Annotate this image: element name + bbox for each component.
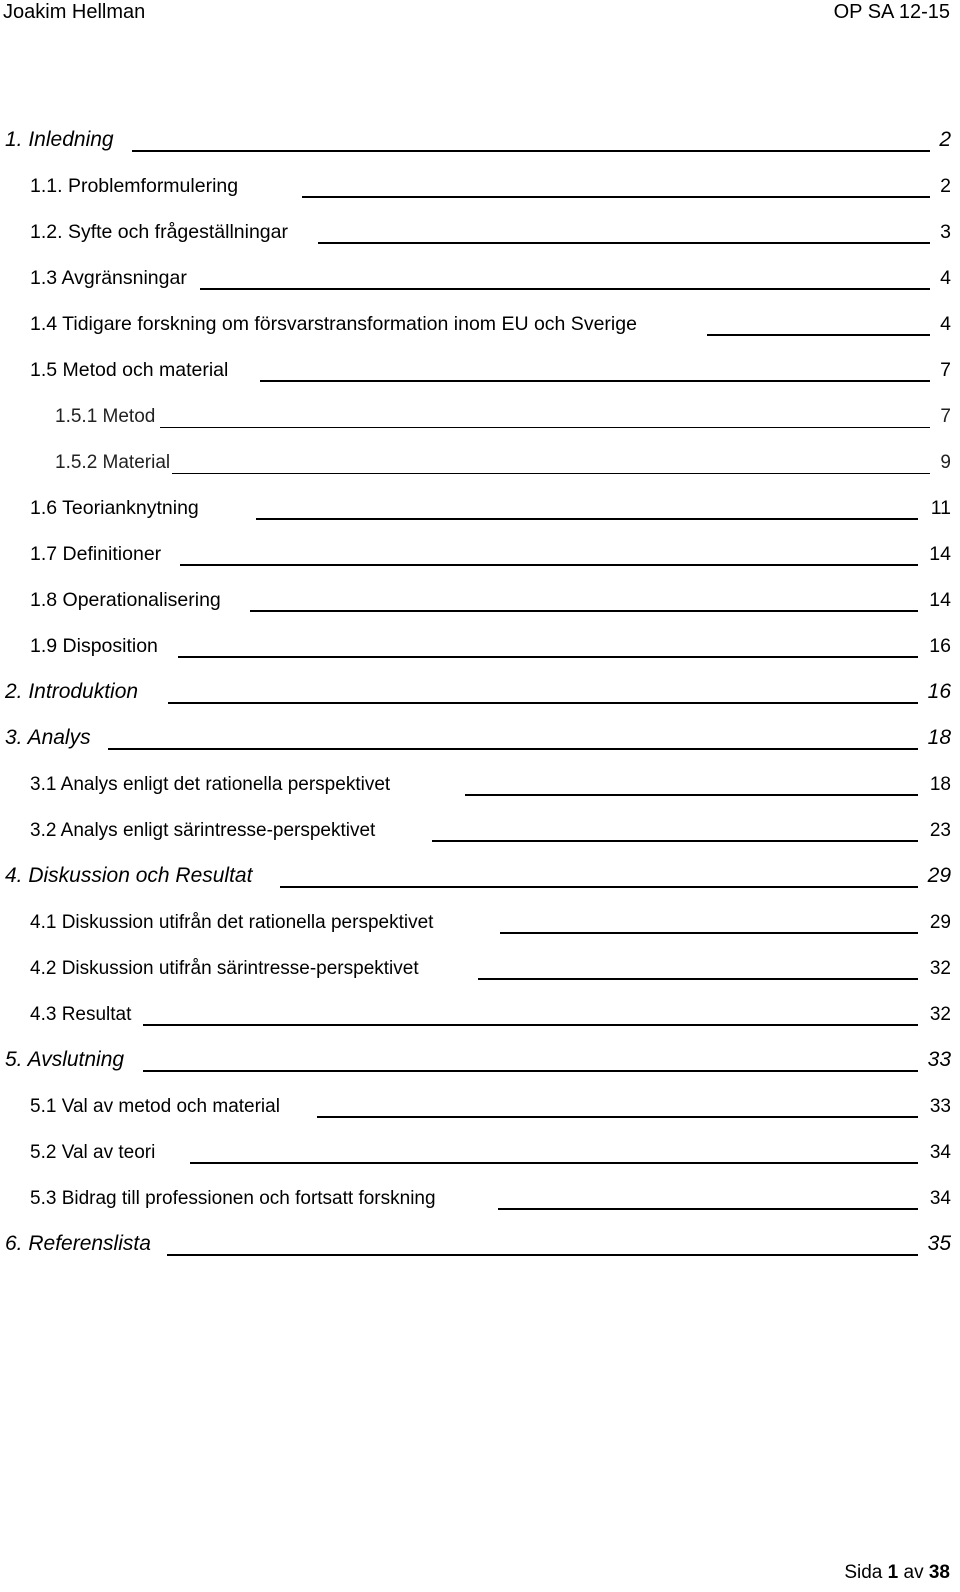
toc-entry[interactable] [0,905,960,941]
toc-entry-label: 1.8 Operationalisering [30,589,221,611]
toc-entry-page: 34 [929,1142,951,1163]
toc-leader-line [143,1024,918,1026]
toc-entry-page: 32 [929,958,951,979]
toc-entry-label: 1.3 Avgränsningar [30,267,187,289]
toc-entry[interactable] [0,767,960,803]
toc-entry[interactable] [0,307,960,343]
toc-entry[interactable] [0,1227,960,1263]
toc-entry-label: 2. Introduktion [5,680,139,703]
toc-entry[interactable] [0,445,960,481]
page-footer [844,1562,950,1584]
toc-entry-label: 3.2 Analys enligt särintresse-perspektivet [30,820,376,841]
footer-total-pages: 38 [928,1562,950,1583]
header-author: Joakim Hellman [3,1,146,23]
toc-entry[interactable] [0,675,960,711]
toc-entry-page: 7 [940,406,951,427]
toc-entry-label: 1.6 Teorianknytning [30,497,199,519]
toc-entry-label: 1.5.1 Metod [55,406,156,427]
toc-leader-line [317,1116,918,1118]
page-header [0,0,960,30]
toc-leader-line [302,196,930,198]
toc-entry[interactable] [0,1135,960,1171]
toc-entry-page: 18 [929,774,951,795]
toc-entry-label: 5.2 Val av teori [30,1142,156,1163]
toc-entry-page: 11 [930,497,951,519]
toc-leader-line [200,288,930,290]
toc-entry-page: 23 [929,820,951,841]
toc-entry-label: 5.3 Bidrag till professionen och fortsatt forskning [30,1188,436,1209]
footer-middle: av [903,1562,924,1583]
toc-entry[interactable] [0,123,960,159]
toc-leader-line [143,1070,918,1072]
toc-entry[interactable] [0,353,960,389]
toc-entry-page: 16 [927,680,951,703]
toc-entry-page: 7 [940,359,951,381]
toc-entry-label: 1.1. Problemformulering [30,175,239,197]
toc-entry-label: 1. Inledning [5,128,114,151]
toc-entry[interactable] [0,859,960,895]
toc-leader-line [168,702,918,704]
toc-entry[interactable] [0,537,960,573]
toc-entry-page: 33 [927,1048,951,1071]
toc-entry-label: 1.4 Tidigare forskning om försvarstransformation inom EU och Sverige [30,313,637,335]
toc-entry-page: 29 [929,912,951,933]
toc-entry[interactable] [0,1181,960,1217]
toc-entry-page: 34 [929,1188,951,1209]
toc-entry-label: 4.2 Diskussion utifrån särintresse-perspektivet [30,958,419,979]
toc-leader-line [498,1208,918,1210]
toc-entry-page: 35 [927,1232,951,1255]
toc-entry-label: 6. Referenslista [5,1232,151,1255]
toc-leader-line [108,748,918,750]
toc-entry-label: 1.5.2 Material [55,452,171,473]
toc-leader-line [160,427,930,428]
toc-entry-label: 1.7 Definitioner [30,543,162,565]
toc-entry-label: 3.1 Analys enligt det rationella perspektivet [30,774,391,795]
toc-leader-line [172,473,930,474]
toc-entry-label: 1.2. Syfte och frågeställningar [30,221,288,243]
toc-entry[interactable] [0,1043,960,1079]
toc-entry[interactable] [0,997,960,1033]
toc-leader-line [250,610,918,612]
toc-leader-line [280,886,918,888]
toc-leader-line [478,978,918,980]
toc-entry-label: 3. Analys [5,726,91,749]
toc-entry[interactable] [0,951,960,987]
header-course: OP SA 12-15 [833,1,950,23]
toc-entry-page: 4 [940,267,951,289]
toc-entry[interactable] [0,629,960,665]
toc-entry[interactable] [0,1089,960,1125]
toc-entry-page: 4 [940,313,951,335]
footer-current-page: 1 [887,1562,899,1583]
toc-entry[interactable] [0,399,960,435]
toc-entry[interactable] [0,491,960,527]
toc-entry-page: 29 [927,864,951,887]
toc-entry-label: 1.5 Metod och material [30,359,229,381]
toc-entry-label: 4.3 Resultat [30,1004,132,1025]
toc-leader-line [256,518,918,520]
footer-prefix: Sida [844,1562,883,1583]
toc-entry-page: 2 [939,128,951,151]
toc-entry-label: 4.1 Diskussion utifrån det rationella perspektivet [30,912,434,933]
toc-leader-line [132,150,930,152]
toc-entry-page: 33 [929,1096,951,1117]
toc-entry-page: 18 [927,726,951,749]
toc-entry-label: 5.1 Val av metod och material [30,1096,280,1117]
toc-entry-page: 14 [929,543,951,565]
toc-leader-line [180,564,918,566]
toc-entry-page: 3 [940,221,951,243]
toc-entry-page: 9 [940,452,951,473]
toc-entry-label: 4. Diskussion och Resultat [5,864,253,887]
toc-leader-line [318,242,930,244]
toc-entry[interactable] [0,583,960,619]
toc-leader-line [432,840,918,842]
toc-leader-line [167,1254,918,1256]
toc-entry[interactable] [0,261,960,297]
toc-entry[interactable] [0,215,960,251]
toc-entry[interactable] [0,813,960,849]
toc-entry-page: 16 [929,635,951,657]
toc-entry[interactable] [0,721,960,757]
toc-entry-page: 14 [929,589,951,611]
toc-entry-page: 32 [929,1004,951,1025]
toc-leader-line [465,794,918,796]
toc-leader-line [500,932,918,934]
toc-leader-line [178,656,918,658]
toc-entry[interactable] [0,169,960,205]
toc-entry-label: 5. Avslutning [5,1048,125,1071]
toc-leader-line [707,334,930,336]
toc-entry-page: 2 [940,175,951,197]
toc-leader-line [190,1162,918,1164]
toc-entry-label: 1.9 Disposition [30,635,158,657]
toc-leader-line [260,380,930,382]
